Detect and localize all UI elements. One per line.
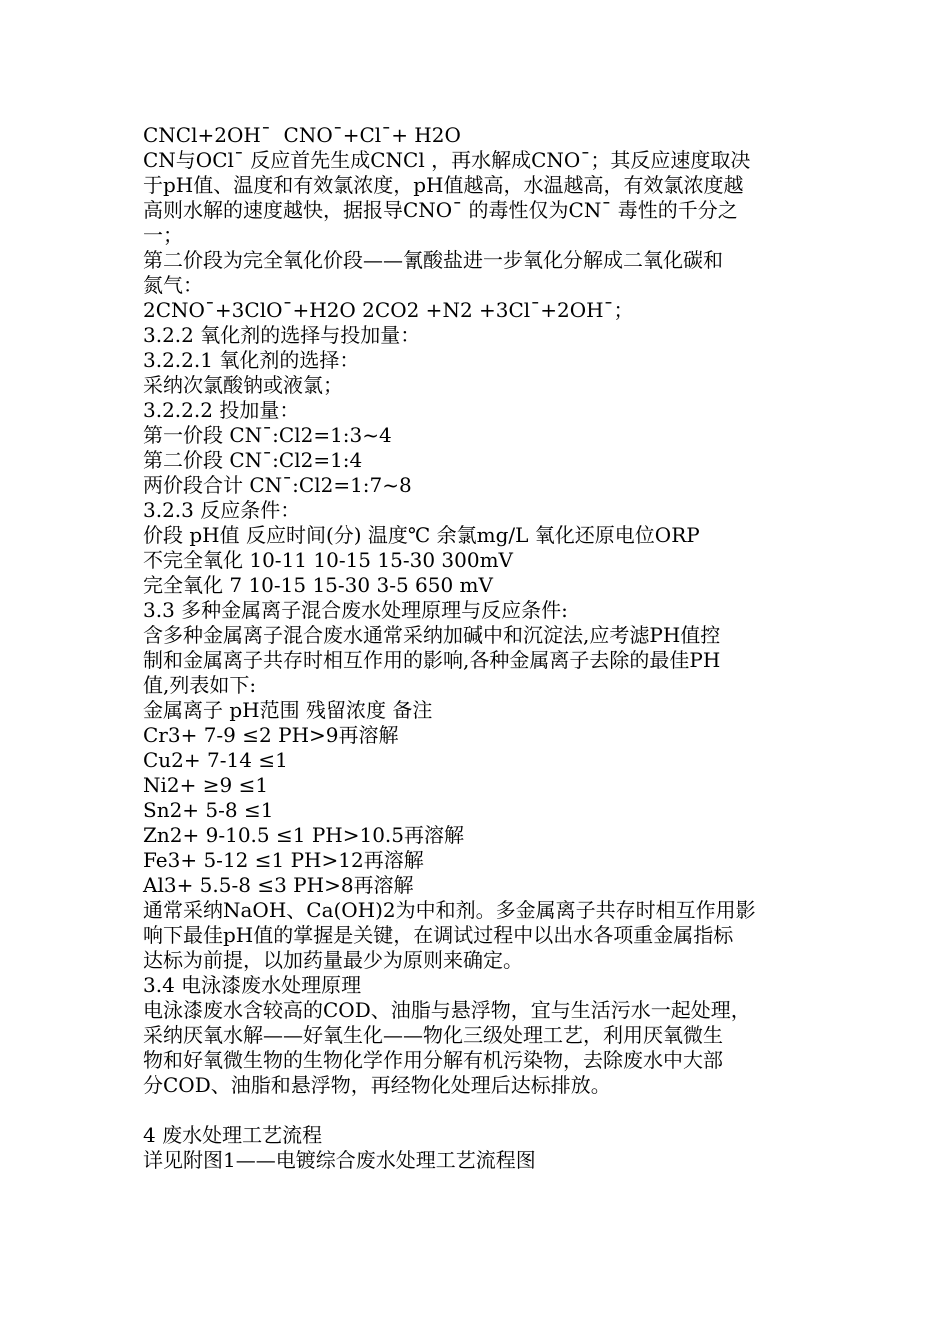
subsection-heading: 3.2.2.1 氧化剂的选择： bbox=[143, 348, 360, 372]
section-heading: 3.3 多种金属离子混合废水处理原理与反应条件: bbox=[143, 598, 568, 622]
text-line: 物和好氧微生物的生物化学作用分解有机污染物，去除废水中大部 bbox=[143, 1048, 723, 1072]
text-line: 一； bbox=[143, 223, 183, 247]
text-line: 氮气： bbox=[143, 273, 203, 297]
text-line: 通常采纳NaOH、Ca(OH)2为中和剂。多金属离子共存时相互作用影 bbox=[143, 898, 756, 922]
text-line: 2CNO¯+3ClO¯+H2O 2CO2 +N2 +3Cl¯+2OH¯； bbox=[143, 298, 634, 322]
text-line: 两价段合计 CN¯:Cl2=1:7~8 bbox=[143, 473, 412, 497]
text-line: 于pH值、温度和有效氯浓度，pH值越高，水温越高，有效氯浓度越 bbox=[143, 173, 744, 197]
section-heading: 4 废水处理工艺流程 bbox=[143, 1123, 323, 1147]
document-body bbox=[143, 123, 823, 1173]
text-line: 高则水解的速度越快，据报导CNO¯ 的毒性仅为CN¯ 毒性的千分之 bbox=[143, 198, 738, 222]
blank-line bbox=[143, 1098, 823, 1123]
table-row: Cu2+ 7-14 ≤1 bbox=[143, 748, 288, 772]
text-line: 采纳次氯酸钠或液氯； bbox=[143, 373, 343, 397]
text-line: CNCl+2OH¯ CNO¯+Cl¯+ H2O bbox=[143, 123, 461, 147]
table-row: 完全氧化 7 10-15 15-30 3-5 650 mV bbox=[143, 573, 493, 597]
section-heading: 3.2.2 氧化剂的选择与投加量： bbox=[143, 323, 421, 347]
text-line: 响下最佳pH值的掌握是关键，在调试过程中以出水各项重金属指标 bbox=[143, 923, 734, 947]
table-row: Al3+ 5.5-8 ≤3 PH>8再溶解 bbox=[143, 873, 414, 897]
table-row: Sn2+ 5-8 ≤1 bbox=[143, 798, 274, 822]
section-heading: 3.2.3 反应条件： bbox=[143, 498, 301, 522]
table-header-row: 金属离子 pH范围 残留浓度 备注 bbox=[143, 698, 433, 722]
subsection-heading: 3.2.2.2 投加量： bbox=[143, 398, 300, 422]
text-line: 电泳漆废水含较高的COD、油脂与悬浮物，宜与生活污水一起处理， bbox=[143, 998, 751, 1022]
table-row: Cr3+ 7-9 ≤2 PH>9再溶解 bbox=[143, 723, 399, 747]
table-row: 不完全氧化 10-11 10-15 15-30 300mV bbox=[143, 548, 513, 572]
text-line: 采纳厌氧水解——好氧生化——物化三级处理工艺，利用厌氧微生 bbox=[143, 1023, 723, 1047]
text-line: CN与OCl¯ 反应首先生成CNCl ，再水解成CNO¯；其反应速度取决 bbox=[143, 148, 751, 172]
text-line: 第一价段 CN¯:Cl2=1:3~4 bbox=[143, 423, 392, 447]
table-header-row: 价段 pH值 反应时间(分) 温度℃ 余氯mg/L 氧化还原电位ORP bbox=[143, 523, 700, 547]
text-line: 第二价段为完全氧化价段——氰酸盐进一步氧化分解成二氧化碳和 bbox=[143, 248, 723, 272]
text-line: 详见附图1——电镀综合废水处理工艺流程图 bbox=[143, 1148, 536, 1172]
text-line: 第二价段 CN¯:Cl2=1:4 bbox=[143, 448, 363, 472]
text-line: 含多种金属离子混合废水通常采纳加碱中和沉淀法,应考滤PH值控 bbox=[143, 623, 721, 647]
section-heading: 3.4 电泳漆废水处理原理 bbox=[143, 973, 362, 997]
text-line: 值,列表如下: bbox=[143, 673, 257, 697]
table-row: Fe3+ 5-12 ≤1 PH>12再溶解 bbox=[143, 848, 424, 872]
table-row: Zn2+ 9-10.5 ≤1 PH>10.5再溶解 bbox=[143, 823, 465, 847]
text-line: 分COD、油脂和悬浮物，再经物化处理后达标排放。 bbox=[143, 1073, 611, 1097]
table-row: Ni2+ ≥9 ≤1 bbox=[143, 773, 269, 797]
text-line: 制和金属离子共存时相互作用的影响,各种金属离子去除的最佳PH bbox=[143, 648, 721, 672]
text-line: 达标为前提，以加药量最少为原则来确定。 bbox=[143, 948, 523, 972]
